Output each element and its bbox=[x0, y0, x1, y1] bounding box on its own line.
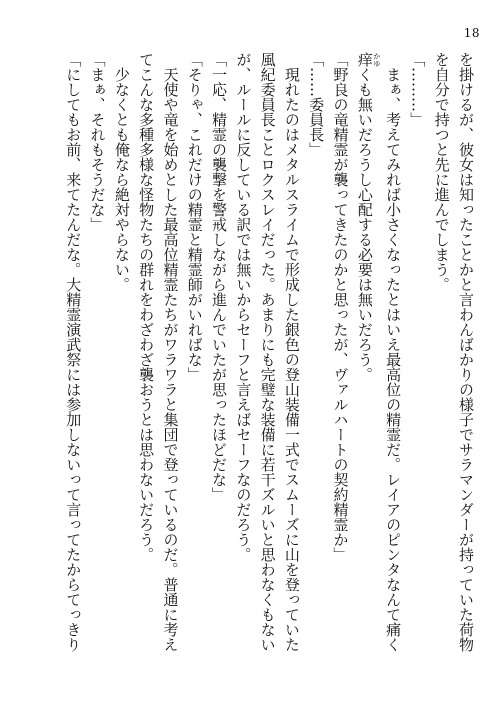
text-line: 天使や竜を始めとした最高位精霊たちがワラワラと集団で登っているのだ。普通に考え bbox=[161, 52, 180, 652]
text-line: 「一応、精霊の襲撃を警戒しながら進んでいたが思ったほどだな」 bbox=[210, 52, 229, 502]
text-line: てこんな多種多様な怪物たちの群れをわざわざ襲おうとは思わないだろう。 bbox=[137, 52, 156, 562]
vertical-text-body bbox=[18, 52, 478, 662]
ruby-reading: かゆ bbox=[372, 52, 381, 67]
text-line: 「そりゃ、これだけの精霊と精霊師がいればな」 bbox=[185, 52, 204, 382]
text-line: を自分で持つと先に進んでしまう。 bbox=[432, 52, 451, 292]
text-line: 「……委員長」 bbox=[307, 52, 326, 157]
text-line: 「にしてもお前、来てたんだな。大精霊演武祭には参加しないって言ってたからてっきり bbox=[64, 52, 83, 652]
text-line: が、ルールに反している訳では無いからセーフと言えばセーフなのだろう。 bbox=[234, 52, 253, 562]
text-line: 現れたのはメタルスライムで形成した銀色の登山装備一式でスムーズに山を登っていた bbox=[282, 52, 301, 652]
page-number: 18 bbox=[463, 26, 480, 40]
text-line: 痒 かゆくも無いだろうし心配する必要は無いだろう。 bbox=[355, 52, 381, 382]
ruby-word: 痒 かゆ bbox=[355, 52, 381, 67]
text-line: 「………」 bbox=[408, 52, 427, 127]
text-line: 少なくとも俺なら絶対やらない。 bbox=[112, 52, 131, 292]
text-line: まぁ、考えてみれば小さくなったとはいえ最高位の精霊だ。レイアのピンタなんて痛く bbox=[384, 52, 403, 652]
text-line: 「野良の竜精霊が襲ってきたのかと思ったが、ヴァルハートの契約精霊か」 bbox=[331, 52, 350, 562]
text-line: を掛けるが、彼女は知ったことかと言わんばかりの様子でサラマンダーが持っていた荷物 bbox=[457, 52, 475, 652]
text-line: 「まぁ、それもそうだな」 bbox=[88, 52, 107, 232]
text-line: 風紀委員長ことロクスレイだった。あまりにも完璧な装備に若干ズルいと思わなくもない bbox=[258, 52, 277, 652]
